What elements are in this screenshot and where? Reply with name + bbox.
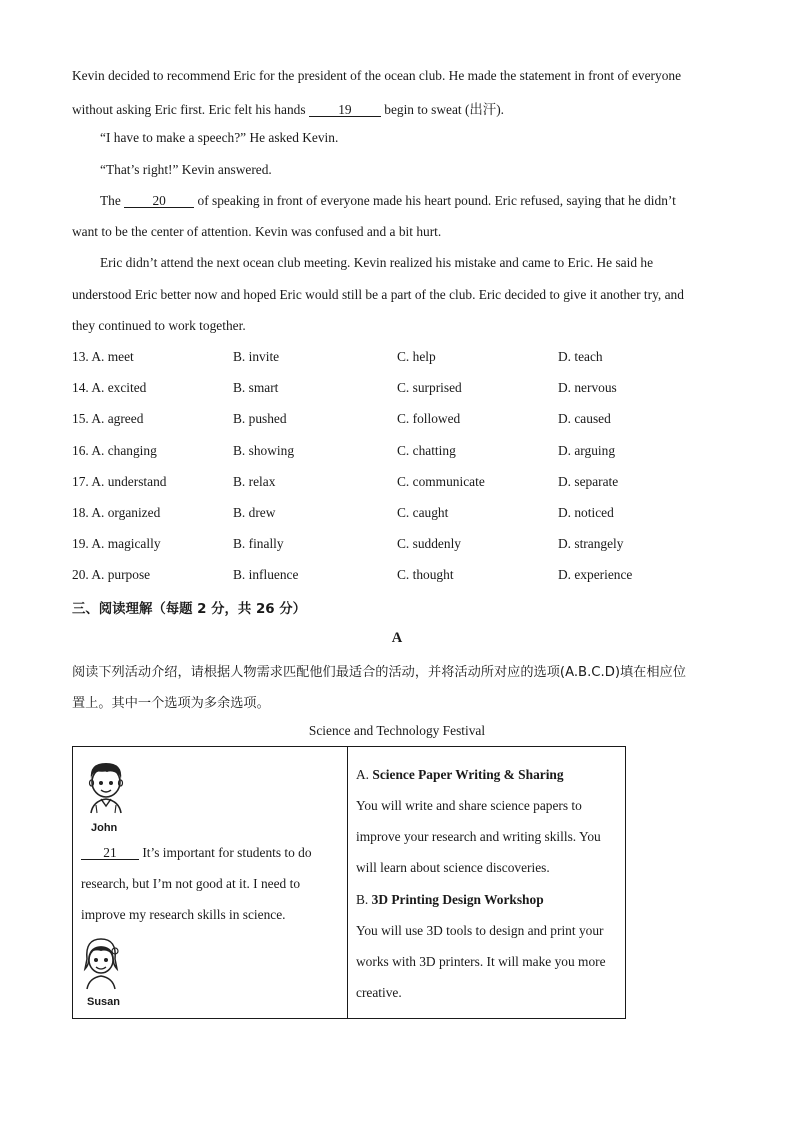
passage-text: of speaking in front of everyone made his heart pound. Eric refused, saying that he didn’t <box>194 193 676 208</box>
option-c: C. chatting <box>397 442 456 458</box>
option-b: B. drew <box>233 505 276 520</box>
section-heading: 三、阅读理解（每题 2 分，共 26 分） <box>72 602 307 617</box>
option-b: B. showing <box>233 442 295 458</box>
part-label: A <box>391 630 403 646</box>
option-c: C. thought <box>397 567 454 583</box>
john-text: It’s important for students to do <box>139 845 312 860</box>
option-b: B. pushed <box>233 411 287 427</box>
option-c: C. communicate <box>397 473 485 489</box>
option-c: C. followed <box>397 411 461 427</box>
activity-a-title: Science Paper Writing & Sharing <box>372 767 564 782</box>
passage-line: Kevin decided to recommend Eric for the president of the ocean club. He made the statement in front of everyone <box>72 68 682 83</box>
option-d: D. arguing <box>558 442 616 458</box>
answer-blank-21: 21 <box>81 846 139 860</box>
option-b: B. influence <box>233 567 299 583</box>
passage-text: The <box>100 193 125 208</box>
activities-cell <box>348 747 626 1019</box>
answer-blank-19: 19 <box>309 103 381 117</box>
passage-text: without asking Eric first. Eric felt his hands <box>72 102 309 117</box>
john-statement-line: research, but I’m not good at it. I need to <box>81 876 301 891</box>
activity-a-line: You will write and share science papers to <box>356 798 582 813</box>
option-d: D. nervous <box>558 380 617 396</box>
passage-line: want to be the center of attention. Kevin was confused and a bit hurt. <box>72 224 442 239</box>
passage-line: they continued to work together. <box>72 318 246 333</box>
option-c: C. surprised <box>397 380 462 396</box>
activity-b-prefix: B. <box>356 892 369 907</box>
option-d: D. experience <box>558 567 633 583</box>
option-a: 20. A. purpose <box>72 567 151 583</box>
option-a: 19. A. magically <box>72 536 161 552</box>
passage-line: “I have to make a speech?” He asked Kevin. <box>100 130 339 145</box>
option-d: D. separate <box>558 473 619 489</box>
instruction-line: 置上。其中一个选项为多余选项。 <box>72 696 270 711</box>
option-d: D. noticed <box>558 505 614 520</box>
option-b: B. finally <box>233 536 284 552</box>
option-a: 14. A. excited <box>72 380 147 396</box>
john-statement-line: improve my research skills in science. <box>81 907 286 922</box>
activity-a-line: will learn about science discoveries. <box>356 860 550 875</box>
boy-avatar-icon <box>83 759 129 815</box>
passage-line <box>72 99 504 118</box>
activity-a-line: improve your research and writing skills. You <box>356 829 601 844</box>
activity-a-prefix: A. <box>356 767 370 782</box>
option-c: C. caught <box>397 505 449 520</box>
girl-avatar-icon <box>81 935 121 991</box>
passage-line <box>100 193 676 209</box>
passage-line: understood Eric better now and hoped Eric would still be a part of the club. Eric decided to give it another try, and <box>72 287 684 302</box>
john-statement-line <box>81 845 312 861</box>
activity-a-heading <box>356 767 564 783</box>
passage-line: “That’s right!” Kevin answered. <box>100 162 272 177</box>
activity-b-line: creative. <box>356 985 402 1000</box>
instruction-line: 阅读下列活动介绍，请根据人物需求匹配他们最适合的活动，并将活动所对应的选项(A.B.C.D)填在相应位 <box>72 665 686 680</box>
option-c: C. suddenly <box>397 536 461 552</box>
option-a: 17. A. understand <box>72 473 167 489</box>
option-a: 15. A. agreed <box>72 411 144 427</box>
john-name: John <box>91 822 118 834</box>
passage-line: Eric didn’t attend the next ocean club meeting. Kevin realized his mistake and came to Eric. He said he <box>100 255 654 270</box>
people-cell <box>73 747 348 1019</box>
option-c: C. help <box>397 349 436 364</box>
answer-blank-20: 20 <box>124 194 194 208</box>
option-a: 18. A. organized <box>72 505 161 520</box>
table-title: Science and Technology Festival <box>308 723 486 738</box>
activity-b-heading <box>356 892 544 908</box>
option-b: B. smart <box>233 380 279 396</box>
festival-table <box>72 746 626 1019</box>
passage-text: begin to sweat (出汗). <box>380 102 504 117</box>
activity-b-title: 3D Printing Design Workshop <box>371 892 544 907</box>
activity-b-line: You will use 3D tools to design and print your <box>356 923 604 938</box>
option-a: 16. A. changing <box>72 442 157 458</box>
option-a: 13. A. meet <box>72 349 134 364</box>
option-d: D. caused <box>558 411 611 427</box>
option-b: B. relax <box>233 473 276 489</box>
option-b: B. invite <box>233 349 280 364</box>
susan-name: Susan <box>87 996 121 1008</box>
option-d: D. teach <box>558 349 603 364</box>
option-d: D. strangely <box>558 536 624 552</box>
activity-b-line: works with 3D printers. It will make you more <box>356 954 606 969</box>
